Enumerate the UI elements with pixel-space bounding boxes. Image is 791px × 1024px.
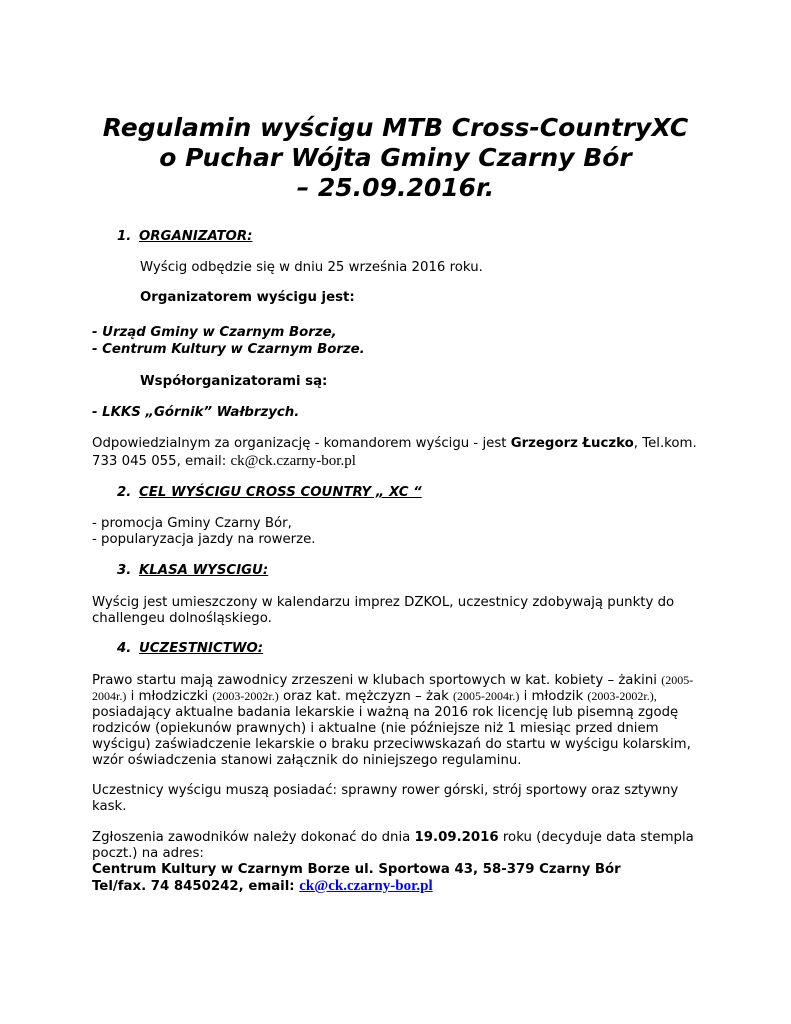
registration-line-1 <box>92 830 694 846</box>
registration-contact <box>92 878 433 895</box>
section-2-heading-label: CEL WYŚCIGU CROSS COUNTRY „ XC “ <box>139 485 422 500</box>
participation-line-6: wzór oświadczenia stanowi załącznik do niniejszego regulaminu. <box>92 753 522 768</box>
contact-phone: 733 045 055, email: <box>92 454 231 469</box>
organizer-item-1: - Urząd Gminy w Czarnym Borze, <box>92 325 337 340</box>
responsible-suffix: , Tel.kom. <box>633 436 697 451</box>
section-2-number: 2. <box>117 485 132 500</box>
contact-line <box>92 453 356 470</box>
registration-address: Centrum Kultury w Czarnym Borze ul. Sportowa 43, 58-379 Czarny Bór <box>92 862 621 877</box>
participation-line-4: rodziców (opiekunów prawnych) i aktualne (nie późniejsze niż 1 miesiąc przed dniem <box>92 721 659 736</box>
age-range: (2005- <box>661 673 694 687</box>
registration-deadline: 19.09.2016 <box>414 830 499 845</box>
section-2-heading <box>117 485 422 501</box>
document-title-line-2: o Puchar Wójta Gminy Czarny Bór <box>159 143 632 172</box>
organizers-label: Organizatorem wyścigu jest: <box>140 290 355 305</box>
race-class-line-2: challengeu dolnośląskiego. <box>92 611 272 626</box>
equipment-line-2: kask. <box>92 799 127 814</box>
organizer-item-2: - Centrum Kultury w Czarnym Borze. <box>92 342 365 357</box>
section-4-number: 4. <box>117 641 132 656</box>
goal-item-2: - popularyzacja jazdy na rowerze. <box>92 532 316 547</box>
responsible-person-text <box>92 436 697 452</box>
participation-line-1 <box>92 672 693 689</box>
goal-item-1: - promocja Gminy Czarny Bór, <box>92 516 292 531</box>
document-title-line-1: Regulamin wyścigu MTB Cross-CountryXC <box>102 113 689 142</box>
registration-text: Zgłoszenia zawodników należy dokonać do dnia <box>92 830 415 845</box>
responsible-prefix: Odpowiedzialnym za organizację - komandorem wyścigu - jest <box>92 436 511 451</box>
section-3-number: 3. <box>117 563 132 578</box>
section-1-number: 1. <box>117 229 132 244</box>
section-1-heading-label: ORGANIZATOR: <box>139 229 253 244</box>
race-class-line-1: Wyścig jest umieszczony w kalendarzu imprez DZKOL, uczestnicy zdobywają punkty do <box>92 595 675 610</box>
section-4-heading-label: UCZESTNICTWO: <box>139 641 264 656</box>
responsible-name: Grzegorz Łuczko <box>510 436 634 451</box>
coorganizer-item-1: - LKKS „Górnik” Wałbrzych. <box>92 405 300 420</box>
section-1-heading <box>117 229 252 245</box>
participation-line-3: posiadający aktualne badania lekarskie i ważną na 2016 rok licencję lub pisemną zgodę <box>92 705 679 720</box>
registration-line-2: poczt.) na adres: <box>92 846 204 861</box>
equipment-line-1: Uczestnicy wyścigu muszą posiadać: sprawny rower górski, strój sportowy oraz sztywny <box>92 783 679 798</box>
contact-email: ck@ck.czarny-bor.pl <box>230 453 356 469</box>
participation-line-2 <box>92 688 657 705</box>
participation-text: oraz kat. mężczyzn – żak <box>278 689 454 704</box>
document-title-line-3: – 25.09.2016r. <box>296 173 495 202</box>
age-range: (2005-2004r.) <box>453 689 520 703</box>
participation-text: Prawo startu mają zawodnicy zrzeszeni w klubach sportowych w kat. kobiety – żakini <box>92 673 662 688</box>
race-date-text: Wyścig odbędzie się w dniu 25 września 2016 roku. <box>140 260 483 275</box>
age-range: 2004r.) <box>92 689 127 703</box>
registration-phone: Tel/fax. 74 8450242, email: <box>92 879 300 894</box>
participation-text: i młodzik <box>519 689 588 704</box>
coorganizers-label: Współorganizatorami są: <box>140 374 328 389</box>
age-range: (2003-2002r.) <box>212 689 279 703</box>
registration-text: roku (decyduje data stempla <box>498 830 694 845</box>
section-4-heading <box>117 641 263 657</box>
registration-email-link[interactable]: ck@ck.czarny-bor.pl <box>299 878 433 894</box>
section-3-heading-label: KLASA WYSCIGU: <box>139 563 269 578</box>
section-3-heading <box>117 563 268 579</box>
participation-line-5: wyścigu) zaświadczenie lekarskie o braku przeciwwskazań do startu w wyścigu kolarskim, <box>92 737 691 752</box>
participation-text: i młodziczki <box>126 689 213 704</box>
age-range: (2003-2002r.), <box>587 689 657 703</box>
